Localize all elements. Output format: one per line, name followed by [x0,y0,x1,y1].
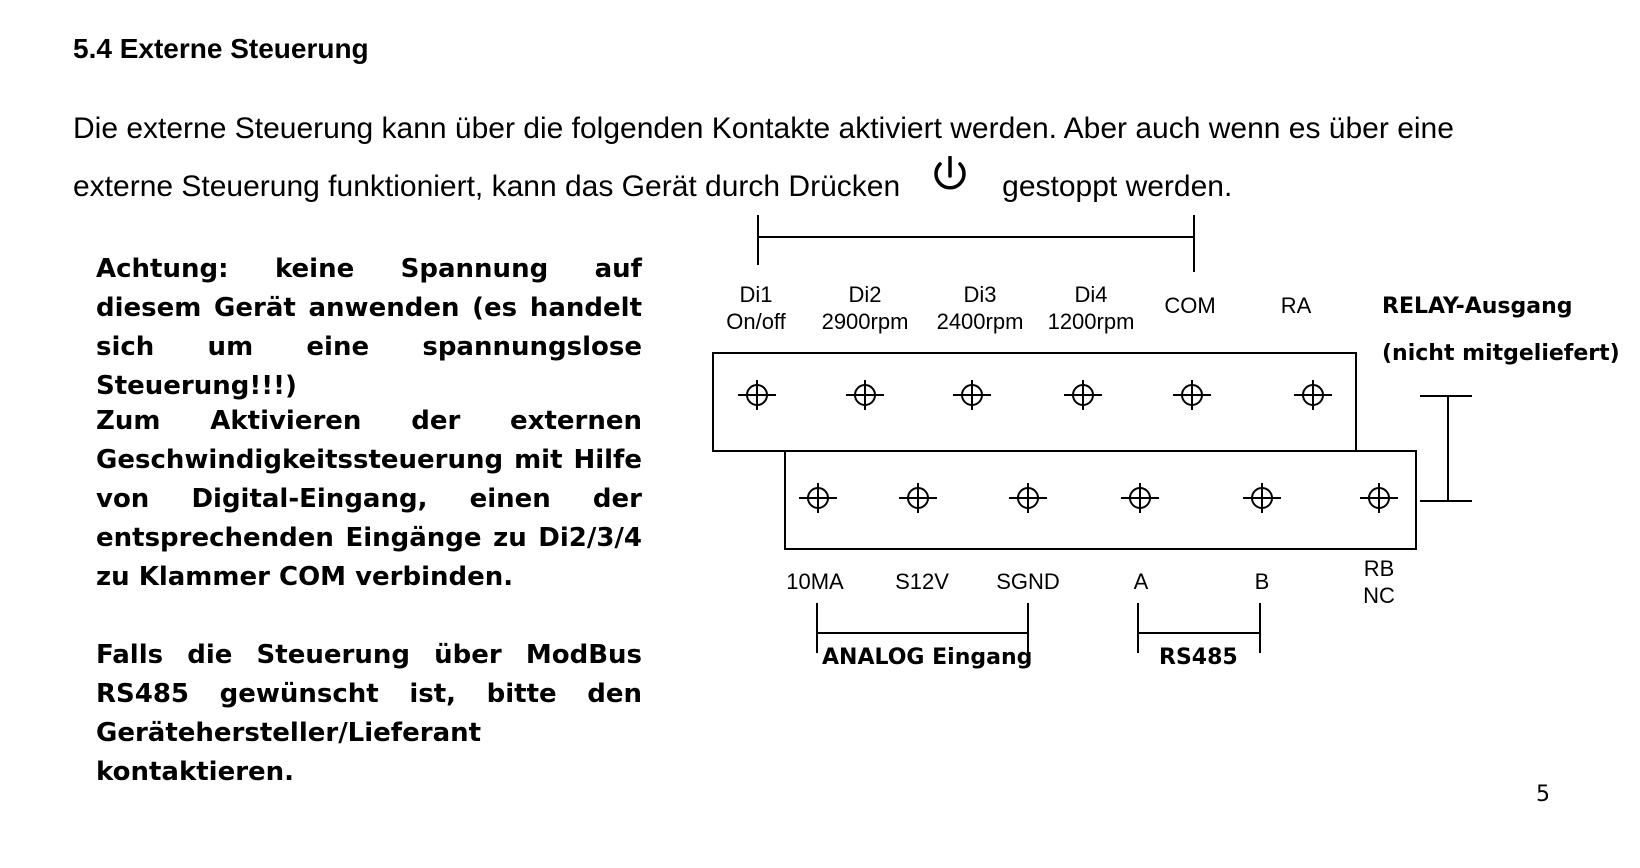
intro-line-2-after: gestoppt werden. [1002,170,1233,203]
analog-label: ANALOG Eingang [822,645,1033,670]
modbus-note: Falls die Steuerung über ModBus RS485 gewünscht ist, bitte den Gerätehersteller/Lieferant kontaktieren. [96,640,642,787]
terminal-symbol-di4 [1064,380,1102,410]
terminal-symbol-ra [1294,380,1332,410]
terminal-label-di3: Di3 [963,282,997,307]
terminal-symbol-s12v [899,483,937,513]
relay-note: (nicht mitgeliefert) [1382,341,1620,366]
top-terminal-block [713,353,1356,451]
terminal-label-com: COM [1164,293,1216,318]
bottom-terminal-block [785,451,1416,549]
terminal-sub-di3: 2400rpm [936,309,1024,334]
terminal-symbol-a [1121,483,1159,513]
terminal-label-sgnd: SGND [996,569,1060,594]
terminal-symbol-rb [1360,483,1398,513]
terminal-label-a: A [1133,569,1149,594]
terminal-label-di4: Di4 [1074,282,1108,307]
terminal-label-10ma: 10MA [786,569,844,594]
terminal-symbol-b [1243,483,1281,513]
relay-label: RELAY-Ausgang [1382,294,1573,319]
terminal-sub-rb: NC [1363,583,1395,608]
relay-bracket [1420,396,1472,501]
rs485-label: RS485 [1159,645,1238,670]
terminal-label-s12v: S12V [895,569,949,594]
activation-note: Zum Aktivieren der externen Geschwindigkeitssteuerung mit Hilfe von Digital-Eingang, einen der entsprechenden Eingänge zu Di2/3/4 zu Klammer COM verbinden. [96,406,642,592]
warning-note: Achtung: keine Spannung auf diesem Gerät anwenden (es handelt sich um eine spannungslose Steuerung!!!) [96,254,642,401]
terminal-symbol-di2 [846,380,884,410]
page-number: 5 [1536,782,1550,807]
terminal-symbol-di3 [953,380,991,410]
di-com-bracket [758,215,1194,272]
terminal-symbol-com [1173,380,1211,410]
terminal-sub-di1: On/off [726,309,786,334]
terminal-symbol-10ma [799,483,837,513]
terminal-sub-di4: 1200rpm [1047,309,1135,334]
terminal-label-di1: Di1 [739,282,773,307]
terminal-symbol-sgnd [1009,483,1047,513]
terminal-label-ra: RA [1280,293,1312,318]
terminal-sub-di2: 2900rpm [821,309,909,334]
section-heading: 5.4 Externe Steuerung [73,33,369,64]
terminal-symbol-di1 [738,380,776,410]
terminal-label-di2: Di2 [848,282,882,307]
intro-line-1: Die externe Steuerung kann über die folgenden Kontakte aktiviert werden. Aber auch wenn es über eine [73,112,1454,145]
terminal-label-b: B [1254,569,1270,594]
terminal-label-rb: RB [1363,556,1395,581]
intro-line-2-before: externe Steuerung funktioniert, kann das Gerät durch Drücken [73,170,901,203]
